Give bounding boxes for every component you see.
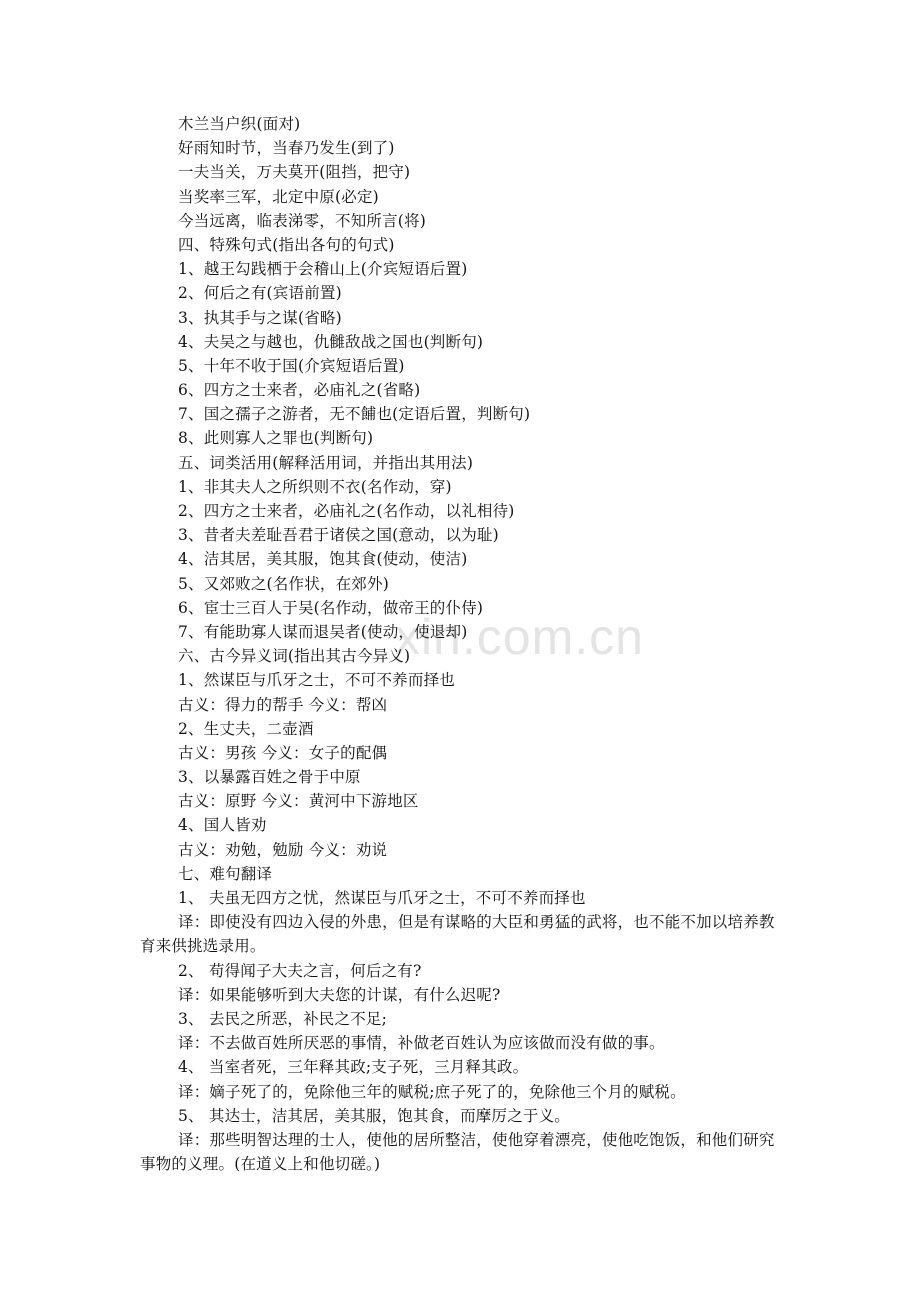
text-line: 8、此则寡人之罪也(判断句): [178, 429, 374, 448]
text-line: 6、宦士三百人于吴(名作动，做帝王的仆侍): [178, 598, 484, 617]
text-line: 1、非其夫人之所织则不衣(名作动，穿): [178, 477, 452, 496]
text-line: 5、十年不收于国(介宾短语后置): [178, 356, 405, 375]
translation-paragraph-1: 译：即使没有四边入侵的外患，但是有谋略的大臣和勇猛的武将，也不能不加以培养教育来供挑选录用。: [140, 913, 775, 956]
translation-paragraph-2: 译：那些明智达理的士人，使他的居所整洁，使他穿着漂亮，使他吃饱饭，和他们研究事物的义理。(在道义上和他切磋。): [140, 1130, 775, 1174]
text-line: 译：如果能够听到大夫您的计谋，有什么迟呢?: [178, 985, 501, 1004]
text-line: 好雨知时节，当春乃发生(到了): [178, 139, 395, 158]
text-line: 五、词类活用(解释活用词，并指出其用法): [178, 453, 474, 472]
text-line: 古义：男孩 今义：女子的配偶: [178, 743, 388, 762]
text-line: 一夫当关，万夫莫开(阻挡，把守): [178, 163, 411, 182]
text-line: 木兰当户织(面对): [178, 115, 301, 133]
text-block-2: [140, 959, 790, 1128]
text-line: 古义：原野 今义：黄河中下游地区: [178, 792, 419, 811]
text-line: 1、越王勾践栖于会稽山上(介宾短语后置): [178, 260, 468, 279]
text-line: 7、国之孺子之游者，无不餔也(定语后置，判断句): [178, 405, 531, 424]
text-line: 5、 其达士，洁其居，美其服，饱其食，而摩厉之于义。: [178, 1106, 570, 1125]
text-line: 3、以暴露百姓之骨于中原: [178, 768, 361, 787]
text-line: 4、国人皆劝: [178, 816, 267, 835]
text-line: 2、何后之有(宾语前置): [178, 284, 342, 303]
text-line: 四、特殊句式(指出各句的句式): [178, 235, 395, 254]
text-line: 2、生丈夫，二壶酒: [178, 719, 314, 738]
text-line: 6、四方之士来者，必庙礼之(省略): [178, 381, 421, 400]
text-line: 3、 去民之所恶，补民之不足;: [178, 1009, 388, 1028]
document-body: [140, 112, 790, 1176]
text-line: 古义：得力的帮手 今义：帮凶: [178, 695, 388, 714]
text-line: 5、又郊败之(名作状，在郊外): [178, 574, 389, 593]
text-line: 4、洁其居，美其服，饱其食(使动，使洁): [178, 550, 468, 569]
text-line: 六、古今异义词(指出其古今异义): [178, 647, 411, 666]
text-line: 7、有能助寡人谋而退吴者(使动，使退却): [178, 622, 468, 641]
text-line: 1、然谋臣与爪牙之士，不可不养而择也: [178, 671, 455, 690]
text-line: 2、四方之士来者，必庙礼之(名作动，以礼相待): [178, 502, 515, 520]
text-line: 4、 当室者死，三年释其政;支子死，三月释其政。: [178, 1058, 529, 1077]
text-line: 3、昔者夫差耻吾君于诸侯之国(意动，以为耻): [178, 526, 499, 545]
text-line: 4、夫吴之与越也，仇雠敌战之国也(判断句): [178, 332, 484, 351]
text-line: 1、 夫虽无四方之忧，然谋臣与爪牙之士，不可不养而择也: [178, 889, 586, 907]
text-line: 译：不去做百姓所厌恶的事情，补做老百姓认为应该做而没有做的事。: [178, 1034, 665, 1053]
text-line: 3、执其手与之谋(省略): [178, 308, 342, 327]
text-line: 今当远离，临表涕零，不知所言(将): [178, 211, 426, 230]
text-block-1: [140, 112, 790, 910]
text-line: 译：嫡子死了的，免除他三年的赋税;庶子死了的，免除他三个月的赋税。: [178, 1082, 686, 1101]
text-line: 七、难句翻译: [178, 864, 273, 883]
text-line: 当奖率三军，北定中原(必定): [178, 187, 379, 206]
watermark: xin.com.cn: [395, 609, 644, 665]
text-line: 2、 苟得闻子大夫之言，何后之有?: [178, 961, 422, 980]
text-line: 古义：劝勉，勉励 今义：劝说: [178, 840, 388, 859]
